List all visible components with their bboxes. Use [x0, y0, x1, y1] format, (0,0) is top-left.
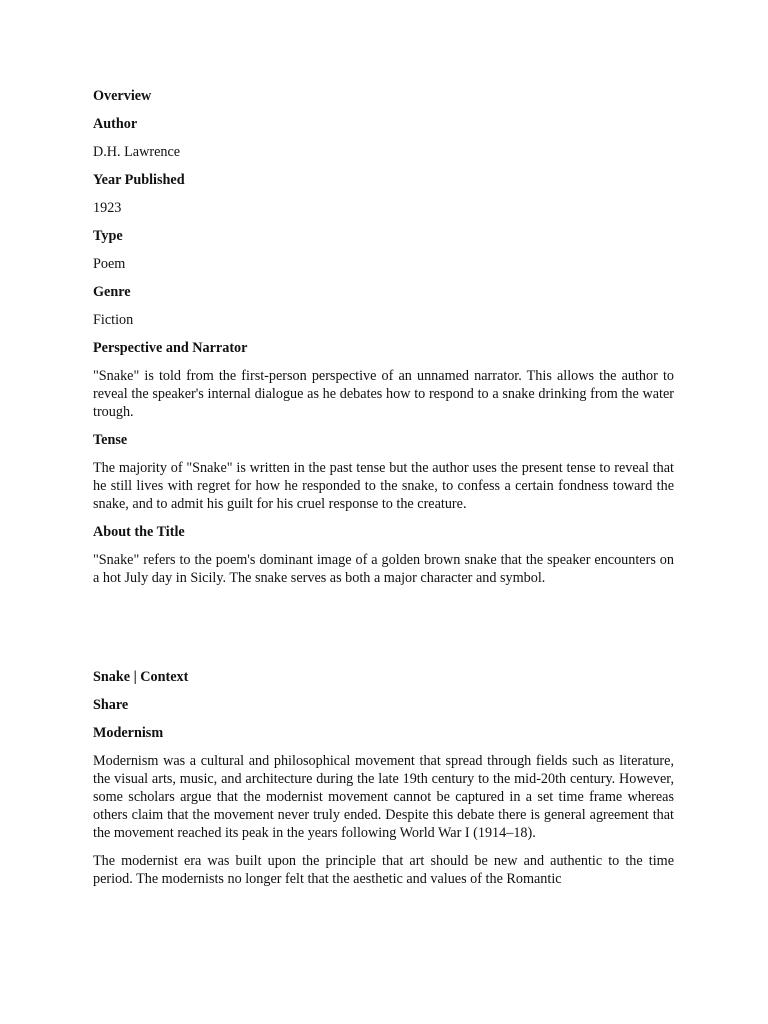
year-published-label: Year Published [93, 172, 185, 188]
perspective-narrator-label: Perspective and Narrator [93, 340, 248, 356]
modernism-paragraph-2: The modernist era was built upon the principle that art should be new and authentic to the time period. The modernists no longer felt that the aesthetic and values of the Romantic [93, 853, 674, 887]
context-heading: Snake | Context [93, 669, 189, 685]
tense-text: The majority of "Snake" is written in the past tense but the author uses the present tense to reveal that he still lives with regret for how he responded to the snake, to confess a certain fondness toward the snake, and to admit his guilt for his cruel response to the creature. [93, 460, 674, 512]
genre-label: Genre [93, 284, 131, 300]
modernism-paragraph-1: Modernism was a cultural and philosophical movement that spread through fields such as literature, the visual arts, music, and architecture during the late 19th century to the mid-20th century. However, some scholars argue that the modernist movement cannot be captured in a set time frame whereas others claim that the movement never truly ended. Despite this debate there is general agreement that the movement reached its peak in the years following World War I (1914–18). [93, 753, 674, 841]
overview-section [93, 87, 674, 597]
overview-heading: Overview [93, 88, 152, 104]
type-label: Type [93, 228, 123, 244]
type-value: Poem [93, 256, 126, 272]
author-value: D.H. Lawrence [93, 144, 181, 160]
author-label: Author [93, 116, 138, 132]
year-published-value: 1923 [93, 200, 122, 216]
share-label: Share [93, 697, 129, 713]
about-title-text: "Snake" refers to the poem's dominant image of a golden brown snake that the speaker encounters on a hot July day in Sicily. The snake serves as both a major character and symbol. [93, 552, 674, 586]
context-section [93, 668, 674, 898]
perspective-narrator-text: "Snake" is told from the first-person perspective of an unnamed narrator. This allows the author to reveal the speaker's internal dialogue as he debates how to respond to a snake drinking from the water trough. [93, 368, 674, 420]
genre-value: Fiction [93, 312, 134, 328]
modernism-heading: Modernism [93, 725, 164, 741]
tense-label: Tense [93, 432, 128, 448]
about-title-label: About the Title [93, 524, 185, 540]
